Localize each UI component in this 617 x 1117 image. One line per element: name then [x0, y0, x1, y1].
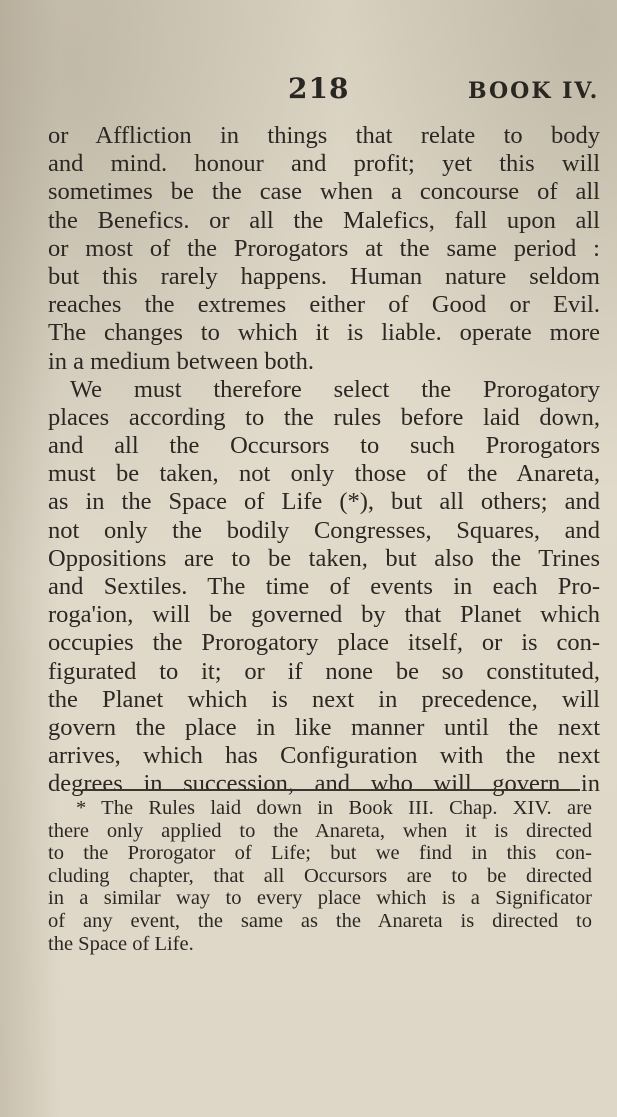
text-line: not only the bodily Congresses, Squares, and [48, 516, 600, 544]
text-line: reaches the extremes either of Good or Evil. [48, 291, 600, 319]
body-text [48, 122, 600, 799]
text-line: and Sextiles. The time of events in each Pro- [48, 573, 600, 600]
text-line: roga'ion, will be governed by that Planet which [48, 601, 600, 629]
footnote-line: of any event, the same as the Anareta is directed to [48, 909, 592, 932]
text-line: or most of the Prorogators at the same period : [48, 234, 600, 262]
text-line: sometimes be the case when a concourse of all [48, 178, 600, 206]
page-number: 218 [288, 72, 350, 105]
text-line: occupies the Prorogatory place itself, or is con- [48, 629, 600, 657]
page-header [0, 72, 617, 108]
text-line: the Benefics. or all the Malefics, fall upon all [48, 206, 600, 234]
text-line: govern the place in like manner until the next [48, 713, 600, 741]
text-line: figurated to it; or if none be so constituted, [48, 657, 600, 685]
footnote-separator-rule [82, 789, 580, 791]
text-line: or Affliction in things that relate to body [48, 122, 600, 149]
text-line: but this rarely happens. Human nature seldom [48, 262, 600, 290]
text-line: We must therefore select the Prorogatory [70, 375, 600, 403]
text-line: in a medium between both. [48, 347, 315, 375]
footnote-line: there only applied to the Anareta, when it is directed [48, 819, 592, 842]
text-line: arrives, which has Configuration with the next [48, 742, 600, 770]
text-line: and mind. honour and profit; yet this will [48, 150, 600, 178]
text-line: The changes to which it is liable. operate more [48, 319, 600, 347]
footnote [48, 797, 592, 955]
text-line: degrees in succession, and who will govern in [48, 770, 600, 798]
footnote-line: in a similar way to every place which is a Significator [48, 887, 592, 910]
text-line: as in the Space of Life (*), but all others; and [48, 488, 600, 516]
text-line: and all the Occursors to such Prorogators [48, 432, 600, 460]
footnote-line: the Space of Life. [48, 932, 194, 955]
text-line: must be taken, not only those of the Anareta, [48, 460, 600, 488]
footnote-line: * The Rules laid down in Book III. Chap. XIV. are [76, 797, 592, 819]
text-line: places according to the rules before laid down, [48, 403, 600, 431]
text-line: the Planet which is next in precedence, will [48, 685, 600, 713]
text-line: Oppositions are to be taken, but also the Trines [48, 544, 600, 572]
running-head: BOOK IV. [468, 78, 600, 104]
footnote-line: cluding chapter, that all Occursors are to be directed [48, 864, 592, 887]
footnote-line: to the Prorogator of Life; but we find in this con- [48, 842, 592, 865]
